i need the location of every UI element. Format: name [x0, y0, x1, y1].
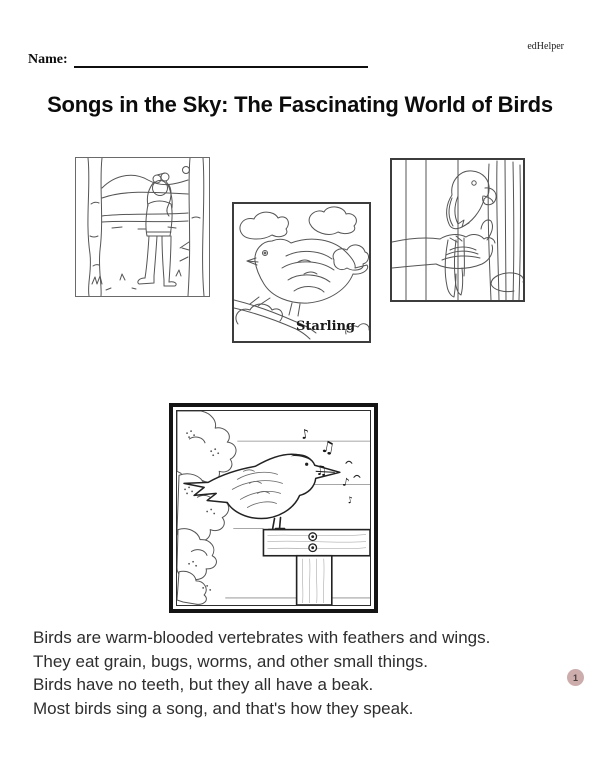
poem — [33, 626, 490, 720]
music-note-icon: ♪ — [300, 427, 311, 444]
name-line — [74, 66, 368, 68]
starling-caption: Starling — [296, 319, 356, 334]
poem-line: They eat grain, bugs, worms, and other small things. — [33, 651, 428, 671]
music-note-icon: ♪ — [341, 475, 351, 490]
parrot-image — [390, 158, 525, 302]
name-label: Name: — [28, 52, 68, 67]
music-note-icon: ♫ — [319, 436, 337, 458]
birdwatcher-drawing — [76, 158, 209, 296]
parrot-drawing — [392, 160, 523, 300]
music-note-icon: ♪ — [346, 495, 355, 507]
framed-bird-image — [169, 403, 378, 613]
singing-bird-drawing — [177, 411, 370, 605]
cloud-icon — [240, 212, 289, 239]
sun-icon — [183, 167, 190, 174]
birdcage-icon — [488, 160, 523, 300]
page-number-badge: 1 — [567, 669, 584, 686]
music-note-icon: ♫ — [314, 463, 328, 480]
starling-drawing — [234, 204, 369, 341]
frame-inner-border — [176, 410, 371, 606]
brand-logo: edHelper — [527, 41, 564, 52]
starling-image — [232, 202, 371, 343]
poem-line: Birds are warm-blooded vertebrates with feathers and wings. — [33, 628, 491, 647]
birdwatcher-image — [75, 157, 210, 297]
worksheet-title: Songs in the Sky: The Fascinating World of Birds — [47, 92, 553, 117]
wooden-post-icon — [263, 530, 370, 605]
poem-line: Birds have no teeth, but they all have a beak. — [33, 675, 374, 695]
bush-icon — [177, 411, 236, 604]
poem-line: Most birds sing a song, and that's how they speak. — [33, 698, 414, 718]
